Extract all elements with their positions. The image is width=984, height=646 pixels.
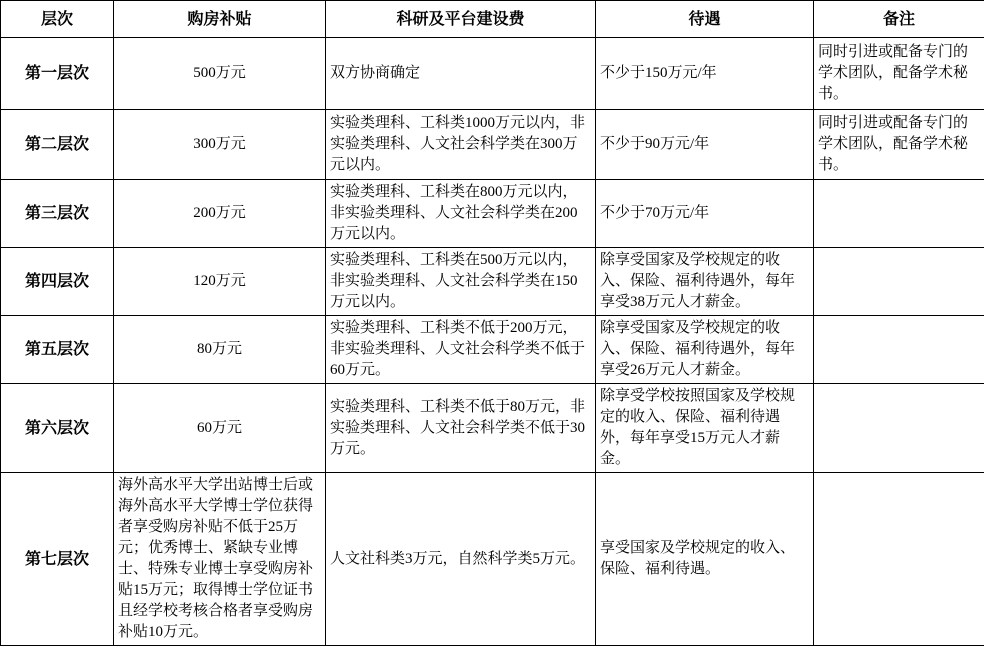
cell-level: 第七层次 — [1, 473, 114, 646]
cell-salary: 不少于150万元/年 — [596, 38, 814, 110]
table-row — [1, 473, 984, 646]
cell-subsidy: 500万元 — [114, 38, 326, 110]
cell-note — [814, 316, 984, 384]
table-row — [1, 110, 984, 180]
cell-research: 实验类理科、工科类在500万元以内，非实验类理科、人文社会科学类在150万元以内。 — [326, 248, 596, 316]
table-row — [1, 384, 984, 473]
cell-subsidy: 120万元 — [114, 248, 326, 316]
cell-salary: 不少于70万元/年 — [596, 180, 814, 248]
cell-salary: 除享受学校按照国家及学校规定的收入、保险、福利待遇外，每年享受15万元人才薪金。 — [596, 384, 814, 473]
cell-research: 实验类理科、工科类在800万元以内，非实验类理科、人文社会科学类在200万元以内。 — [326, 180, 596, 248]
header-row — [1, 1, 984, 38]
cell-level: 第六层次 — [1, 384, 114, 473]
cell-note: 同时引进或配备专门的学术团队，配备学术秘书。 — [814, 110, 984, 180]
cell-salary: 不少于90万元/年 — [596, 110, 814, 180]
cell-research: 实验类理科、工科类1000万元以内，非实验类理科、人文社会科学类在300万元以内。 — [326, 110, 596, 180]
column-header-level: 层次 — [1, 1, 114, 38]
cell-subsidy: 60万元 — [114, 384, 326, 473]
cell-level: 第四层次 — [1, 248, 114, 316]
column-header-subsidy: 购房补贴 — [114, 1, 326, 38]
table-row — [1, 316, 984, 384]
cell-note — [814, 384, 984, 473]
cell-salary: 除享受国家及学校规定的收入、保险、福利待遇外，每年享受26万元人才薪金。 — [596, 316, 814, 384]
cell-research: 实验类理科、工科类不低于200万元，非实验类理科、人文社会科学类不低于60万元。 — [326, 316, 596, 384]
cell-subsidy: 200万元 — [114, 180, 326, 248]
cell-subsidy: 海外高水平大学出站博士后或海外高水平大学博士学位获得者享受购房补贴不低于25万元；优秀博士、紧缺专业博士、特殊专业博士享受购房补贴15万元；取得博士学位证书且经学校考核合格者享受购房补贴10万元。 — [114, 473, 326, 646]
cell-level: 第五层次 — [1, 316, 114, 384]
column-header-note: 备注 — [814, 1, 984, 38]
cell-salary: 除享受国家及学校规定的收入、保险、福利待遇外，每年享受38万元人才薪金。 — [596, 248, 814, 316]
table-row — [1, 180, 984, 248]
table-row — [1, 248, 984, 316]
cell-note: 同时引进或配备专门的学术团队，配备学术秘书。 — [814, 38, 984, 110]
column-header-salary: 待遇 — [596, 1, 814, 38]
cell-research: 双方协商确定 — [326, 38, 596, 110]
cell-research: 实验类理科、工科类不低于80万元，非实验类理科、人文社会科学类不低于30万元。 — [326, 384, 596, 473]
cell-note — [814, 248, 984, 316]
cell-research: 人文社科类3万元，自然科学类5万元。 — [326, 473, 596, 646]
cell-level: 第一层次 — [1, 38, 114, 110]
column-header-research-fee: 科研及平台建设费 — [326, 1, 596, 38]
cell-subsidy: 80万元 — [114, 316, 326, 384]
table-row — [1, 38, 984, 110]
cell-subsidy: 300万元 — [114, 110, 326, 180]
cell-salary: 享受国家及学校规定的收入、保险、福利待遇。 — [596, 473, 814, 646]
cell-note — [814, 473, 984, 646]
cell-level: 第二层次 — [1, 110, 114, 180]
cell-level: 第三层次 — [1, 180, 114, 248]
cell-note — [814, 180, 984, 248]
